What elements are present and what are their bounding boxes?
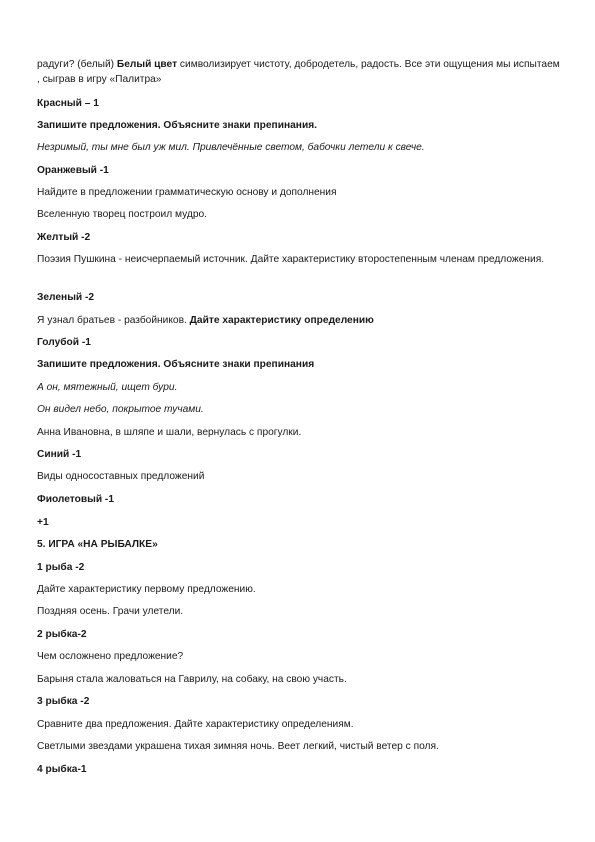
green-sentence: Я узнал братьев - разбойников. bbox=[37, 315, 187, 326]
fish1-task: Дайте характеристику первому предложению. bbox=[37, 584, 256, 595]
yellow-heading: Желтый -2 bbox=[37, 232, 91, 243]
green-heading: Зеленый -2 bbox=[37, 292, 95, 303]
fish4-heading: 4 рыбка-1 bbox=[37, 764, 87, 775]
fish3-heading: 3 рыбка -2 bbox=[37, 696, 90, 707]
lightblue-heading: Голубой -1 bbox=[37, 337, 91, 348]
lightblue-task: Запишите предложения. Объясните знаки препинания bbox=[37, 359, 315, 370]
fish1-heading: 1 рыба -2 bbox=[37, 562, 85, 573]
violet-heading: Фиолетовый -1 bbox=[37, 494, 114, 505]
orange-sentence: Вселенную творец построил мудро. bbox=[37, 209, 207, 220]
plus-one: +1 bbox=[37, 517, 49, 528]
red-sentence: Незримый, ты мне был уж мил. Привлечённые светом, бабочки летели к свече. bbox=[37, 142, 425, 153]
lightblue-sentence-2: Он видел небо, покрытое тучами. bbox=[37, 404, 204, 415]
lightblue-sentence-3: Анна Ивановна, в шляпе и шали, вернулась с прогулки. bbox=[37, 427, 302, 438]
green-task: Дайте характеристику определению bbox=[186, 315, 374, 326]
intro-bold-white-color: Белый цвет bbox=[116, 59, 178, 70]
intro-paragraph bbox=[37, 58, 562, 87]
fish3-task: Сравните два предложения. Дайте характеристику определениям. bbox=[37, 719, 354, 730]
fish2-sentence: Барыня стала жаловаться на Гаврилу, на собаку, на свою участь. bbox=[37, 674, 347, 685]
orange-heading: Оранжевый -1 bbox=[37, 165, 109, 176]
intro-text-1: радуги? (белый) bbox=[37, 59, 117, 70]
blue-heading: Синий -1 bbox=[37, 449, 82, 460]
game-title: 5. ИГРА «НА РЫБАЛКЕ» bbox=[37, 539, 158, 550]
intro-text-2: символизирует чистоту, добродетель, радость. Все эти ощущения мы испытаем , сыграв в игру «Палитра» bbox=[37, 59, 560, 85]
red-heading: Красный – 1 bbox=[37, 98, 99, 109]
fish2-heading: 2 рыбка-2 bbox=[37, 629, 87, 640]
red-task: Запишите предложения. Объясните знаки препинания. bbox=[37, 120, 317, 131]
orange-task: Найдите в предложении грамматическую основу и дополнения bbox=[37, 187, 337, 198]
blue-task: Виды односоставных предложений bbox=[37, 471, 205, 482]
green-paragraph bbox=[37, 314, 562, 329]
yellow-text: Поэзия Пушкина - неисчерпаемый источник. Дайте характеристику второстепенным членам предложения. bbox=[37, 254, 545, 265]
fish3-sentence: Светлыми звездами украшена тихая зимняя ночь. Веет легкий, чистый ветер с поля. bbox=[37, 741, 439, 752]
fish2-task: Чем осложнено предложение? bbox=[37, 651, 184, 662]
lightblue-sentence-1: А он, мятежный, ищет бури. bbox=[37, 382, 178, 393]
fish1-sentence: Поздняя осень. Грачи улетели. bbox=[37, 606, 184, 617]
